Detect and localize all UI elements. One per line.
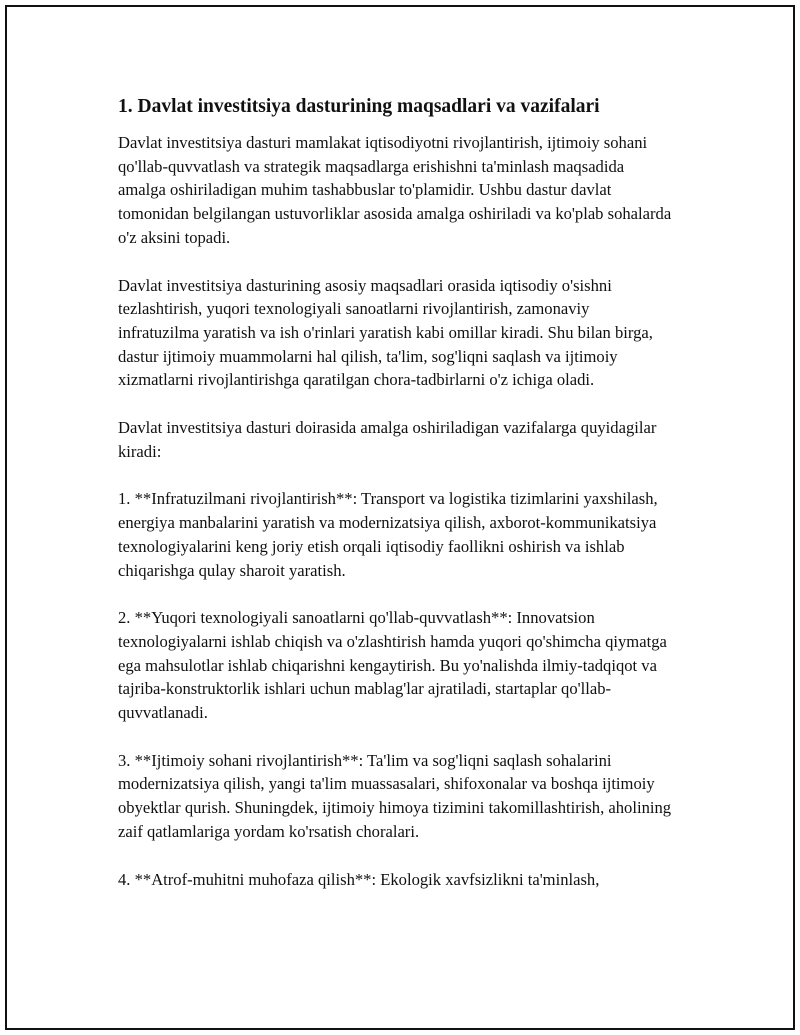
document-body — [118, 95, 673, 915]
list-item-environment: 4. **Atrof-muhitni muhofaza qilish**: Ekologik xavfsizlikni ta'minlash, — [118, 869, 600, 889]
list-item-social: 3. **Ijtimoiy sohani rivojlantirish**: Ta'lim va sog'liqni saqlash sohalarini modernizatsiya qilish, yangi ta'lim muassasalari, shifoxonalar va boshqa ijtimoiy obyektlar qurish. Shuningdek, ijtimoiy himoya tizimini takomillashtirish, aholining zaif qatlamlariga yordam ko'rsatish choralari. — [118, 750, 672, 841]
paragraph-intro: Davlat investitsiya dasturi mamlakat iqtisodiyotni rivojlantirish, ijtimoiy sohani qo'llab-quvvatlash va strategik maqsadlarga erishishni ta'minlash maqsadida amalga oshiriladigan muhim tashabbuslar to'plamidir. Ushbu dastur davlat tomonidan belgilangan ustuvorliklar asosida amalga oshiriladi va ko'plab sohalarda o'z aksini topadi. — [118, 133, 672, 247]
paragraph-goals: Davlat investitsiya dasturining asosiy maqsadlari orasida iqtisodiy o'sishni tezlashtirish, yuqori texnologiyali sanoatlarni rivojlantirish, zamonaviy infratuzilma yaratish va ish o'rinlari yaratish kabi omillar kiradi. Shu bilan birga, dastur ijtimoiy muammolarni hal qilish, ta'lim, sog'liqni saqlash va ijtimoiy xizmatlarni rivojlantirishga qaratilgan chora-tadbirlarni o'z ichiga oladi. — [118, 275, 653, 390]
paragraph-tasks-intro: Davlat investitsiya dasturi doirasida amalga oshiriladigan vazifalarga quyidagilar kiradi: — [118, 418, 657, 461]
list-item-infrastructure: 1. **Infratuzilmani rivojlantirish**: Transport va logistika tizimlarini yaxshilash, energiya manbalarini yaratish va modernizatsiya qilish, axborot-kommunikatsiya texnologiyalarini keng joriy etish orqali iqtisodiy faollikni oshirish va ishlab chiqarishga qulay sharoit yaratish. — [118, 489, 658, 580]
page-frame — [5, 5, 795, 1030]
list-item-high-tech: 2. **Yuqori texnologiyali sanoatlarni qo'llab-quvvatlash**: Innovatsion texnologiyalarni ishlab chiqish va o'zlashtirish hamda yuqori qo'shimcha qiymatga ega mahsulotlar ishlab chiqarishni kengaytirish. Bu yo'nalishda ilmiy-tadqiqot va tajriba-konstruktorlik ishlari uchun mablag'lar ajratiladi, startaplar qo'llab-quvvatlanadi. — [118, 608, 667, 723]
section-title: 1. Davlat investitsiya dasturining maqsadlari va vazifalari — [118, 96, 600, 117]
